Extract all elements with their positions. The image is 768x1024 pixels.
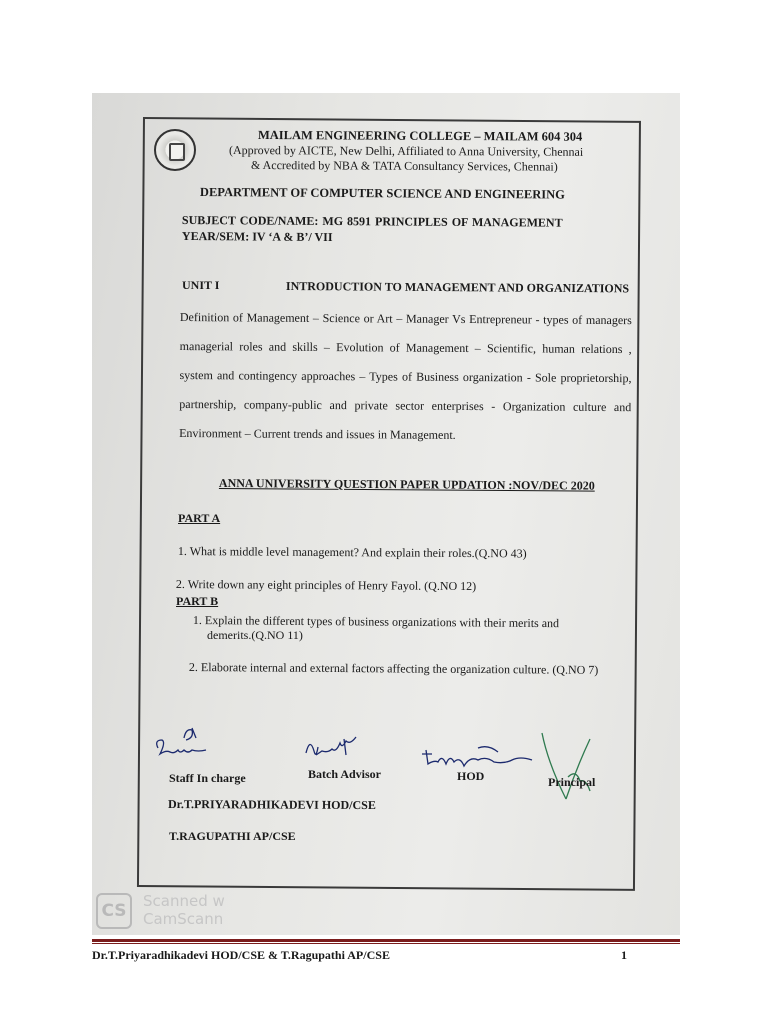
advisor-label: Batch Advisor [308,767,382,781]
department-title: DEPARTMENT OF COMPUTER SCIENCE AND ENGINEERING [199,185,565,202]
syllabus-line: partnership, company-public and private sector enterprises - Organization culture and [179,396,632,415]
part-a-question-1: 1. What is middle level management? And explain their roles.(Q.NO 43) [177,544,527,561]
approval-line-2: & Accredited by NBA & TATA Consultancy Services, Chennai) [250,158,558,174]
footer-authors: Dr.T.Priyaradhikadevi HOD/CSE & T.Ragupathi AP/CSE [92,948,390,962]
part-b-question-1-cont: demerits.(Q.NO 11) [207,628,303,642]
camscanner-logo: CS [96,893,132,929]
part-a-question-2: 2. Write down any eight principles of Henry Fayol. (Q.NO 12) [175,577,477,594]
footer-rule-thin [92,943,680,944]
unit-label: UNIT I [182,278,220,292]
unit-title: INTRODUCTION TO MANAGEMENT AND ORGANIZATIONS [285,279,630,296]
footer-rule-thick [92,939,680,942]
hod-label: HOD [457,769,485,783]
subject-line: SUBJECT CODE/NAME: MG 8591 PRINCIPLES OF MANAGEMENT [181,213,563,230]
principal-label: Principal [548,775,596,789]
part-a-label: PART A [178,511,221,525]
year-sem-line: YEAR/SEM: IV ‘A & B’/ VII [181,229,333,245]
college-seal-logo [154,129,196,171]
faculty-name-2: T.RAGUPATHI AP/CSE [169,829,296,843]
staff-label: Staff In charge [169,771,246,785]
faculty-name-1: Dr.T.PRIYARADHIKADEVI HOD/CSE [167,797,376,813]
advisor-signature [300,733,370,769]
approval-line-1: (Approved by AICTE, New Delhi, Affiliated to Anna University, Chennai [228,143,584,159]
part-b-question-1: 1. Explain the different types of business organizations with their merits and [192,613,560,631]
syllabus-line: Environment – Current trends and issues in Management. [179,425,456,442]
syllabus-line: managerial roles and skills – Evolution of Management – Scientific, human relations , [179,338,632,357]
scanner-watermark-line-2: CamScann [143,910,224,928]
college-name: MAILAM ENGINEERING COLLEGE – MAILAM 604 304 [257,128,583,144]
page-number: 1 [621,948,627,962]
unit-syllabus [179,303,632,451]
part-b-question-2: 2. Elaborate internal and external factors affecting the organization culture. (Q.NO 7) [188,660,599,677]
part-b-label: PART B [176,594,219,608]
principal-signature [538,727,608,811]
scanner-watermark-line-1: Scanned w [143,892,225,910]
syllabus-line: system and contingency approaches – Types of Business organization - Sole proprietorship, [179,367,632,386]
syllabus-line: Definition of Management – Science or Art – Manager Vs Entrepreneur - types of managers [179,309,632,328]
staff-signature [150,722,230,770]
updation-heading: ANNA UNIVERSITY QUESTION PAPER UPDATION :NOV/DEC 2020 [218,476,595,493]
